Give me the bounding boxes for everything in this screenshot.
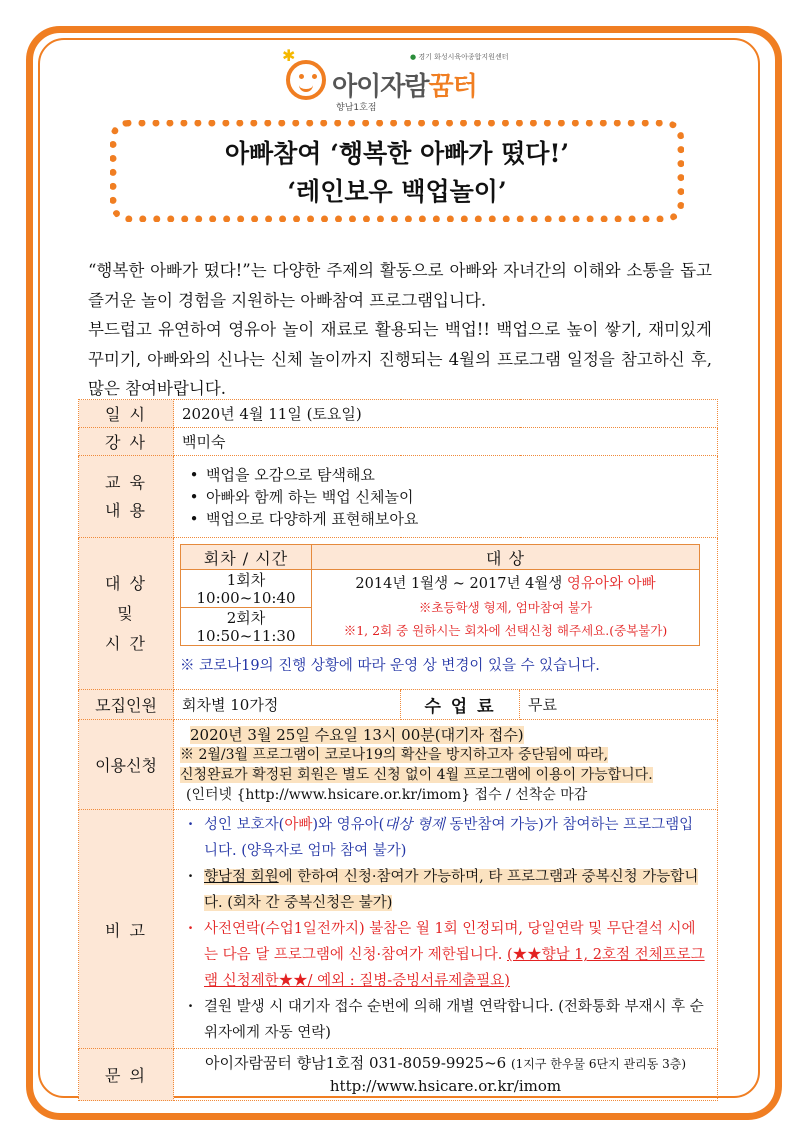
row-date <box>79 400 718 428</box>
recruit-label: 모집인원 <box>79 690 174 720</box>
row-target <box>79 538 718 690</box>
row-apply <box>79 720 718 810</box>
intro-paragraph-2: 부드럽고 유연하여 영유아 놀이 재료로 활용되는 백업!! 백업으로 높이 쌓기, 재미있게 꾸미기, 아빠와의 신나는 신체 놀이까지 진행되는 4월의 프로그램 일정을 참고하신 후, 많은 참여바랍니다. <box>88 320 712 398</box>
remarks-content <box>174 810 718 1049</box>
schedule-header-target: 대 상 <box>312 545 700 570</box>
recruit-value: 회차별 10가정 <box>174 690 401 720</box>
instructor-label: 강 사 <box>79 428 174 456</box>
smiley-face-icon <box>286 60 326 100</box>
covid-note: ※ 코로나19의 진행 상황에 따라 운영 상 변경이 있을 수 있습니다. <box>180 658 600 674</box>
schedule-header-time: 회차 / 시간 <box>181 545 312 570</box>
list-item: · 사전연락(수업1일전까지) 불참은 월 1회 인정되며, 당일연락 및 무단결석 시에는 다음 달 프로그램에 신청·참여가 제한됩니다. (★★향남 1, 2호점 전체프로그램 신청제한★★/ 예외 : 질병-증빙서류제출필요) <box>180 916 707 994</box>
intro-paragraph-1: “행복한 아빠가 떴다!”는 다양한 주제의 활동으로 아빠와 자녀간의 이해와 소통을 돕고 즐거운 놀이 경험을 지원하는 아빠참여 프로그램입니다. <box>88 261 712 310</box>
education-label: 교 육 내 용 <box>79 456 174 538</box>
remarks-label: 비 고 <box>79 810 174 1049</box>
logo <box>282 48 522 116</box>
title-box <box>110 120 684 222</box>
list-item: • 아빠와 함께 하는 백업 신체놀이 <box>182 486 717 508</box>
star-icon: ✱ <box>282 46 296 65</box>
row-education <box>79 456 718 538</box>
apply-label: 이용신청 <box>79 720 174 810</box>
title-line-1: 아빠참여 ‘행복한 아빠가 떴다!’ <box>224 139 570 168</box>
apply-content: 2020년 3월 25일 수요일 13시 00분(대기자 접수) ※ 2월/3월 프로그램이 코로나19의 확산을 방지하고자 중단됨에 따라, 신청완료가 확정된 회원은 별도 신청 없이 4월 프로그램에 이용이 가능합니다. (인터넷 {http://www.hsicare.or.kr/imom} 접수 / 선착순 마감 <box>174 720 718 810</box>
fee-label: 수 업 료 <box>401 690 520 720</box>
row-recruit <box>79 690 718 720</box>
list-item: • 백업을 오감으로 탐색해요 <box>182 464 717 486</box>
date-value: 2020년 4월 11일 (토요일) <box>174 400 718 428</box>
instructor-value: 백미숙 <box>174 428 718 456</box>
list-item: · 향남점 회원에 한하여 신청·참여가 가능하며, 타 프로그램과 중복신청 가능합니다. (회차 간 중복신청은 불가) <box>180 864 707 916</box>
session-1: 1회차 10:00~10:40 <box>181 570 312 608</box>
target-content <box>174 538 718 690</box>
row-contact <box>79 1049 718 1101</box>
contact-url[interactable]: http://www.hsicare.or.kr/imom <box>329 1077 562 1095</box>
logo-title: 아이자람꿈터 <box>332 72 477 102</box>
education-content <box>174 456 718 538</box>
logo-org: ● 경기 화성시육아종합지원센터 <box>410 53 509 61</box>
schedule-table <box>180 544 700 646</box>
logo-branch: 향남1호점 <box>336 103 377 113</box>
date-label: 일 시 <box>79 400 174 428</box>
intro-text <box>88 256 712 404</box>
target-description: 2014년 1월생 ~ 2017년 4월생 영유아와 아빠 ※초등학생 형제, 엄마참여 불가 ※1, 2회 중 원하시는 회차에 선택신청 해주세요.(중복불가) <box>312 570 700 646</box>
target-label: 대 상 및 시 간 <box>79 538 174 690</box>
row-instructor <box>79 428 718 456</box>
list-item: · 성인 보호자(아빠)와 영유아(대상 형제 동반참여 가능)가 참여하는 프로그램입니다. (양육자로 엄마 참여 불가) <box>180 812 707 864</box>
list-item: • 백업으로 다양하게 표현해보아요 <box>182 508 717 530</box>
contact-label: 문 의 <box>79 1049 174 1101</box>
contact-content: 아이자람꿈터 향남1호점 031-8059-9925~6 (1지구 한우물 6단지 관리동 3층) http://www.hsicare.or.kr/imom <box>174 1049 718 1101</box>
row-remarks <box>79 810 718 1049</box>
title-line-2: ‘레인보우 백업놀이’ <box>287 177 507 206</box>
session-2: 2회차 10:50~11:30 <box>181 608 312 646</box>
list-item: · 결원 발생 시 대기자 접수 순번에 의해 개별 연락합니다. (전화통화 부재시 후 순위자에게 자동 연락) <box>180 994 707 1046</box>
fee-value: 무료 <box>520 690 718 720</box>
info-table <box>78 399 718 1101</box>
